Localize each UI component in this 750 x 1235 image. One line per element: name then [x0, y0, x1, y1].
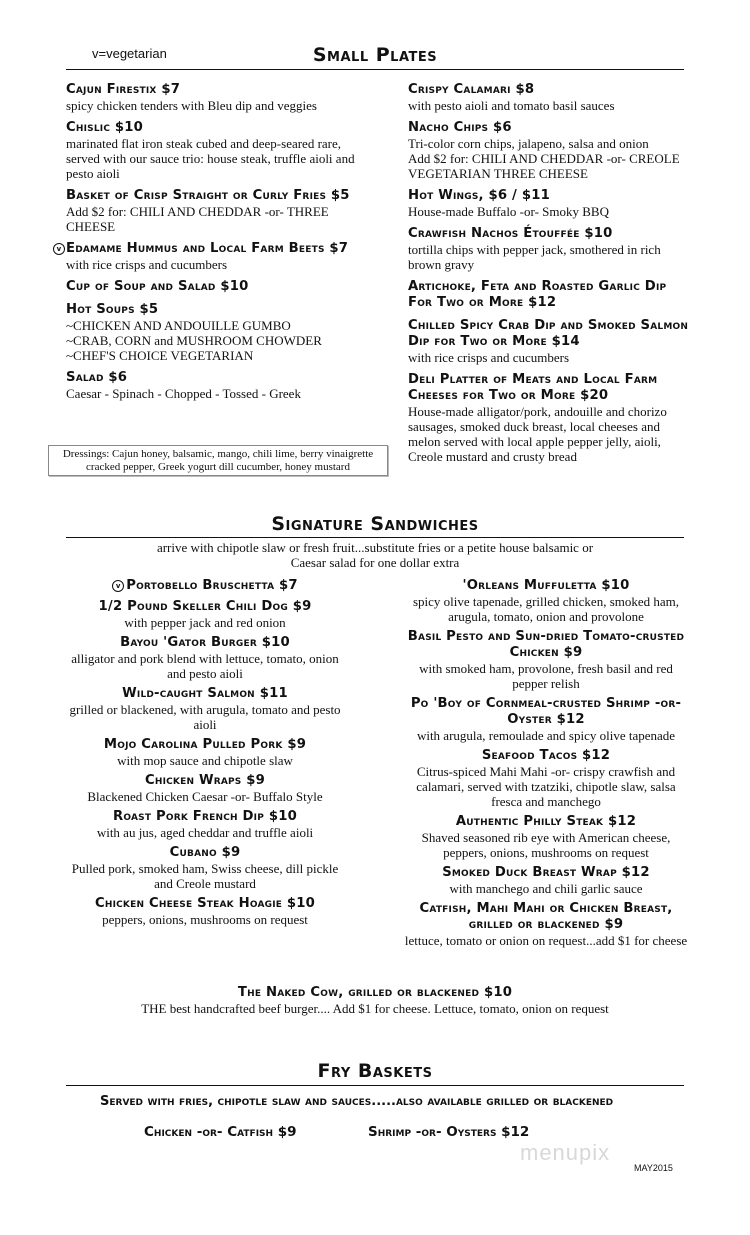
menu-item — [62, 686, 348, 732]
item-name-text: Artichoke, Feta and Roasted Garlic Dip For Two or More $12 — [408, 279, 667, 310]
item-name — [66, 120, 366, 136]
item-name-text: Basil Pesto and Sun-dried Tomato-crusted Chicken $9 — [407, 629, 685, 660]
item-name-text: Cubano $9 — [169, 845, 241, 860]
item-name — [402, 865, 690, 881]
sandwiches-right-column — [402, 578, 690, 953]
item-name-text: Deli Platter of Meats and Local Farm Cheeses for Two or More $20 — [408, 372, 658, 403]
item-name-text: Chicken Wraps $9 — [144, 773, 266, 788]
item-name-text: Authentic Philly Steak $12 — [455, 814, 637, 829]
small-plates-title: Small Plates — [312, 44, 438, 66]
menu-item — [62, 845, 348, 891]
menupix-watermark: menupix — [520, 1140, 611, 1165]
item-name — [62, 686, 348, 702]
item-description: with au jus, aged cheddar and truffle aioli — [96, 825, 314, 840]
small-plates-right-column — [408, 82, 690, 471]
menu-item — [62, 896, 348, 927]
vegetarian-icon: v — [112, 580, 124, 592]
item-name-text: Hot Wings, $6 / $11 — [408, 188, 550, 203]
item-description: House-made Buffalo -or- Smoky BBQ — [408, 204, 609, 219]
item-name-text: Crawfish Nachos Étouffée $10 — [408, 226, 613, 241]
menu-item — [62, 635, 348, 681]
item-name-text: 'Orleans Muffuletta $10 — [462, 578, 630, 593]
item-name — [408, 279, 690, 311]
item-name-text: Cup of Soup and Salad $10 — [66, 279, 249, 294]
item-description: with smoked ham, provolone, fresh basil and red pepper relish — [419, 661, 673, 691]
item-description: with rice crisps and cucumbers — [66, 257, 228, 272]
fry-baskets-subtitle: Served with fries, chipotle slaw and sauces.....also available grilled or blackened — [100, 1094, 614, 1109]
item-name-text: Crispy Calamari $8 — [408, 82, 535, 97]
item-description: Add $2 for: CHILI AND CHEDDAR -or- THREE CHEESE — [66, 204, 329, 234]
item-name — [62, 599, 348, 615]
item-name — [66, 279, 366, 295]
item-description: tortilla chips with pepper jack, smothered in rich brown gravy — [408, 242, 661, 272]
menu-item — [402, 696, 690, 743]
item-name — [408, 120, 690, 136]
menu-item — [408, 120, 690, 181]
item-name-text: Portobello Bruschetta $7 — [126, 578, 298, 593]
item-name — [408, 372, 690, 404]
item-name: The Naked Cow, grilled or blackened $10 — [237, 985, 513, 1000]
item-name — [402, 748, 690, 764]
item-description: ~CHICKEN AND ANDOUILLE GUMBO ~CRAB, CORN and MUSHROOM CHOWDER ~CHEF'S CHOICE VEGETARIAN — [66, 318, 322, 363]
item-description: lettuce, tomato or onion on request...add $1 for cheese — [404, 933, 688, 948]
item-name — [408, 226, 690, 242]
item-name — [402, 578, 690, 594]
sandwiches-title: Signature Sandwiches — [271, 513, 479, 535]
item-description: THE best handcrafted beef burger.... Add $1 for cheese. Lettuce, tomato, onion on request — [141, 1001, 609, 1016]
item-name — [66, 302, 366, 318]
item-name — [62, 737, 348, 753]
item-name — [62, 896, 348, 912]
item-description: Blackened Chicken Caesar -or- Buffalo Style — [87, 789, 323, 804]
item-name — [56, 241, 366, 257]
menu-item — [62, 773, 348, 804]
item-name — [402, 901, 690, 933]
sandwiches-rule — [66, 537, 684, 538]
menu-date: MAY2015 — [634, 1163, 673, 1173]
item-description: with manchego and chili garlic sauce — [449, 881, 643, 896]
item-name-text: Nacho Chips $6 — [408, 120, 512, 135]
item-name-text: Salad $6 — [66, 370, 128, 385]
menu-item — [408, 318, 690, 365]
menu-item — [62, 578, 348, 594]
vegetarian-legend: v=vegetarian — [92, 46, 167, 61]
item-description: spicy olive tapenade, grilled chicken, smoked ham, arugula, tomato, onion and provolone — [412, 594, 680, 624]
item-name-text: Chislic $10 — [66, 120, 144, 135]
item-description: spicy chicken tenders with Bleu dip and veggies — [66, 98, 317, 113]
item-name — [62, 845, 348, 861]
item-description: Tri-color corn chips, jalapeno, salsa and onion Add $2 for: CHILI AND CHEDDAR -or- CREOLE VEGETARIAN THREE CHEESE — [408, 136, 680, 181]
item-description: marinated flat iron steak cubed and deep-seared rare, served with our sauce trio: house steak, truffle aioli and pesto aioli — [66, 136, 355, 181]
menu-item — [402, 748, 690, 809]
item-name — [402, 629, 690, 661]
menu-item — [402, 865, 690, 896]
small-plates-left-column — [56, 82, 366, 408]
menu-item — [62, 737, 348, 768]
fry-baskets-rule — [66, 1085, 684, 1086]
item-name — [62, 578, 348, 594]
menu-item — [408, 82, 690, 113]
item-description: with mop sauce and chipotle slaw — [117, 753, 293, 768]
item-description: with arugula, remoulade and spicy olive tapenade — [416, 728, 676, 743]
item-name-text: Catfish, Mahi Mahi or Chicken Breast, grilled or blackened $9 — [419, 901, 673, 932]
menu-item — [402, 578, 690, 624]
item-description: Pulled pork, smoked ham, Swiss cheese, dill pickle and Creole mustard — [71, 861, 339, 891]
menu-item — [408, 372, 690, 464]
sandwiches-left-column — [62, 578, 348, 932]
item-name-text: Edamame Hummus and Local Farm Beets $7 — [66, 241, 349, 256]
item-name — [402, 696, 690, 728]
item-description: Shaved seasoned rib eye with American cheese, peppers, onions, mushrooms on request — [421, 830, 671, 860]
menu-item — [408, 226, 690, 272]
item-name-text: Smoked Duck Breast Wrap $12 — [442, 865, 650, 880]
item-description: alligator and pork blend with lettuce, tomato, onion and pesto aioli — [71, 651, 339, 681]
item-description: House-made alligator/pork, andouille and chorizo sausages, smoked duck breast, local cheeses and melon served with local apple pepper jelly, aioli, Creole mustard and crusty bread — [408, 404, 667, 464]
item-name-text: Basket of Crisp Straight or Curly Fries $5 — [66, 188, 350, 203]
menu-item — [66, 370, 366, 401]
item-name-text: Chilled Spicy Crab Dip and Smoked Salmon Dip for Two or More $14 — [408, 318, 689, 349]
item-name-text: Cajun Firestix $7 — [66, 82, 181, 97]
item-name — [66, 370, 366, 386]
fry-basket-item-2: Shrimp -or- Oysters $12 — [368, 1124, 530, 1140]
item-name-text: Hot Soups $5 — [66, 302, 159, 317]
fry-baskets-title: Fry Baskets — [317, 1060, 433, 1082]
item-description: with pepper jack and red onion — [124, 615, 286, 630]
menu-item — [66, 120, 366, 181]
item-name-text: Wild-caught Salmon $11 — [122, 686, 288, 701]
menu-item — [408, 188, 690, 219]
menu-item — [408, 279, 690, 311]
item-name-text: Bayou 'Gator Burger $10 — [120, 635, 290, 650]
item-name-text: Roast Pork French Dip $10 — [113, 809, 297, 824]
item-description: with pesto aioli and tomato basil sauces — [408, 98, 615, 113]
item-name-text: Chicken Cheese Steak Hoagie $10 — [94, 896, 316, 911]
menu-item — [402, 814, 690, 860]
vegetarian-icon: v — [53, 243, 65, 255]
item-name — [62, 809, 348, 825]
naked-cow-item — [60, 985, 690, 1016]
item-name — [66, 82, 366, 98]
item-name — [408, 318, 690, 350]
item-name-text: Po 'Boy of Cornmeal-crusted Shrimp -or- Oyster $12 — [410, 696, 682, 727]
item-name — [408, 82, 690, 98]
menu-item — [402, 901, 690, 948]
item-name — [62, 773, 348, 789]
item-name — [62, 635, 348, 651]
menu-item — [402, 629, 690, 691]
item-name — [66, 188, 366, 204]
menu-item — [66, 279, 366, 295]
menu-item — [56, 241, 366, 272]
item-name-text: Seafood Tacos $12 — [481, 748, 611, 763]
item-description: grilled or blackened, with arugula, tomato and pesto aioli — [69, 702, 341, 732]
small-plates-rule — [66, 69, 684, 70]
item-name — [402, 814, 690, 830]
item-description: peppers, onions, mushrooms on request — [102, 912, 308, 927]
menu-item — [66, 188, 366, 234]
sandwiches-subtitle: arrive with chipotle slaw or fresh fruit...substitute fries or a petite house balsamic or Caesar salad for one dollar extra — [156, 540, 594, 570]
menu-item — [62, 599, 348, 630]
menu-item — [66, 302, 366, 363]
menu-item — [62, 809, 348, 840]
item-name-text: 1/2 Pound Skeller Chili Dog $9 — [98, 599, 312, 614]
item-name-text: Mojo Carolina Pulled Pork $9 — [103, 737, 307, 752]
menu-item — [66, 82, 366, 113]
dressings-box: Dressings: Cajun honey, balsamic, mango, chili lime, berry vinaigrette cracked pepper, Greek yogurt dill cucumber, honey mustard — [48, 445, 388, 476]
item-description: Caesar - Spinach - Chopped - Tossed - Greek — [66, 386, 301, 401]
item-name — [408, 188, 690, 204]
item-description: with rice crisps and cucumbers — [408, 350, 570, 365]
fry-basket-item-1: Chicken -or- Catfish $9 — [144, 1124, 297, 1140]
item-description: Citrus-spiced Mahi Mahi -or- crispy crawfish and calamari, served with tzatziki, chipotle slaw, salsa fresca and manchego — [416, 764, 676, 809]
